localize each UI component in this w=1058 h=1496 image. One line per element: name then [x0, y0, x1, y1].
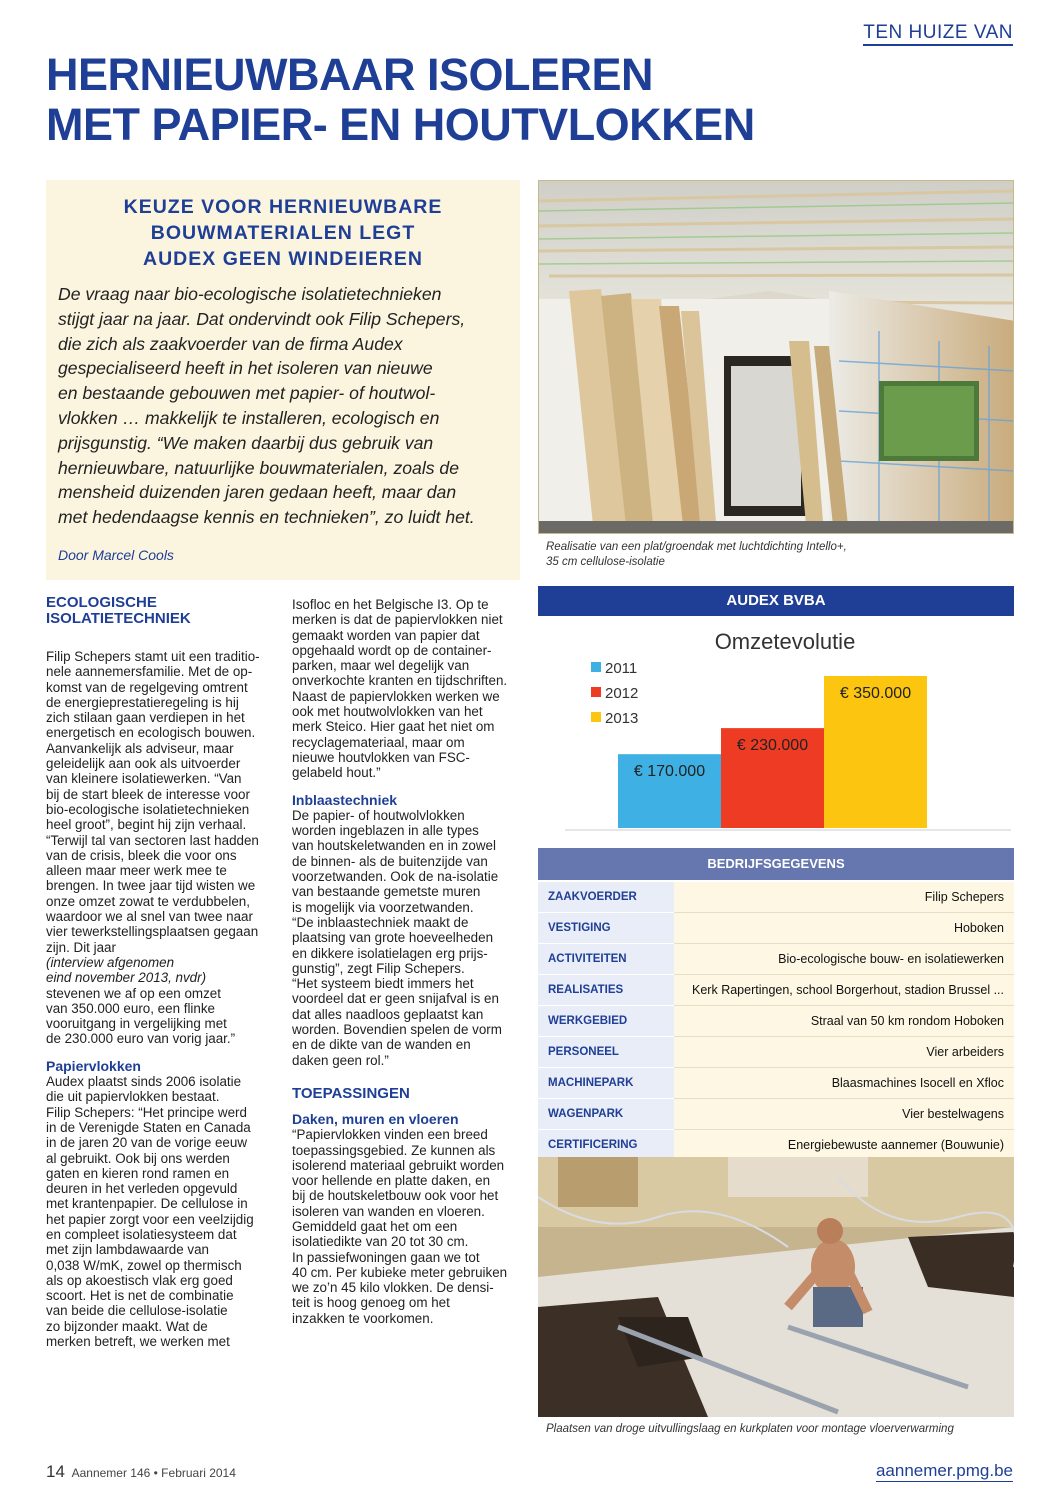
text-line: dat alles naadloos geplaatst kan: [292, 1006, 484, 1022]
byline: Door Marcel Cools: [58, 547, 174, 563]
text-line: plaatsing van grote hoeveelheden: [292, 930, 494, 946]
subheading: Daken, muren en vloeren: [292, 1110, 459, 1127]
text-line: de 230.000 euro van vorig jaar.”: [46, 1031, 236, 1047]
text-line: merken is dat de papiervlokken niet: [292, 612, 503, 628]
paragraph-italic-note: [46, 955, 274, 986]
paragraph: [292, 597, 520, 781]
text-line: ook met houtwolvlokken van het: [292, 704, 483, 720]
kicker-line: AUDEX GEEN WINDEIEREN: [143, 248, 423, 270]
text-line: die uit papiervlokken bestaat.: [46, 1089, 220, 1105]
text-line: (interview afgenomen: [46, 954, 175, 970]
company-header: AUDEX BVBA: [538, 586, 1014, 616]
row-key: ZAAKVOERDER: [538, 882, 674, 913]
text-line: merken betreft, we werken met: [46, 1334, 230, 1350]
chart-legend: [591, 660, 638, 727]
text-line: al gebruikt. Ook bij ons werden: [46, 1150, 230, 1166]
text-line: met krantenpapier. De cellulose in: [46, 1196, 248, 1212]
subheading: Papiervlokken: [46, 1057, 141, 1074]
table-row: [538, 944, 1014, 975]
table-row: [538, 1099, 1014, 1130]
text-line: en dikkere isolatielagen erg prijs-: [292, 945, 488, 961]
text-line: toepassingsgebied. Ze kunnen als: [292, 1142, 496, 1158]
text-line: merk Steico. Hier gaat het niet om: [292, 719, 495, 735]
text-line: In passiefwoningen gaan we tot: [292, 1249, 480, 1265]
construction-photo: [538, 180, 1014, 534]
text-line: daken geen rol.”: [292, 1052, 389, 1068]
chart-title: Omzetevolutie: [714, 629, 856, 654]
text-line: in de jaren 20 van de vorige eeuw: [46, 1135, 247, 1151]
row-value: Vier bestelwagens: [674, 1099, 1014, 1130]
text-line: “Het systeem biedt immers het: [292, 976, 474, 992]
headline-line: MET PAPIER- EN HOUTVLOKKEN: [46, 99, 755, 150]
text-line: vier tewerkstellingsplaatsen gegaan: [46, 924, 259, 940]
row-value: Energiebewuste aannemer (Bouwunie): [674, 1130, 1014, 1161]
text-line: zijn. Dit jaar: [46, 939, 116, 955]
text-line: gemaakt worden van papier dat: [292, 627, 480, 643]
caption-line: 35 cm cellulose-isolatie: [546, 556, 665, 568]
text-line: komst van de regelgeving omtrent: [46, 679, 248, 695]
lead-line: mensheid duizenden jaren gedaan heeft, maar dan: [58, 482, 457, 503]
article-column-2: [292, 597, 520, 1326]
footer-left: [46, 1462, 236, 1482]
company-data-table: [538, 882, 1014, 1161]
headline: [46, 50, 866, 150]
text-line: in de Verenigde Staten en Canada: [46, 1119, 251, 1135]
text-line: recyclagemateriaal, maar om: [292, 734, 465, 750]
text-line: van beide die cellulose-isolatie: [46, 1303, 228, 1319]
bar-data-label: € 170.000: [633, 763, 706, 781]
text-line: brengen. In twee jaar tijd wisten we: [46, 878, 256, 894]
text-line: nieuwe houtvlokken van FSC-: [292, 749, 470, 765]
row-key: ACTIVITEITEN: [538, 944, 674, 975]
text-line: alleen maar meer werk mee te: [46, 863, 227, 879]
article-column-1: [46, 595, 274, 1349]
text-line: Aanvankelijk als adviseur, maar: [46, 740, 234, 756]
text-line: van de crisis, bleek die voor ons: [46, 847, 237, 863]
row-key: CERTIFICERING: [538, 1130, 674, 1161]
table-row: [538, 1037, 1014, 1068]
text-line: worden ingeblazen in alle types: [292, 823, 479, 839]
row-key: WAGENPARK: [538, 1099, 674, 1130]
text-line: parken, maar wel degelijk van: [292, 658, 470, 674]
text-line: isolerend materiaal gebruikt worden: [292, 1157, 505, 1173]
text-line: Isofloc en het Belgische I3. Op te: [292, 597, 489, 612]
legend-swatch: [591, 687, 601, 697]
row-key: REALISATIES: [538, 975, 674, 1006]
company-data-header: BEDRIJFSGEGEVENS: [538, 848, 1014, 880]
paragraph: [46, 1074, 274, 1349]
row-value: Kerk Rapertingen, school Borgerhout, stadion Brussel ...: [674, 975, 1014, 1006]
text-line: Gemiddeld gaat het om een: [292, 1218, 458, 1234]
table-row: [538, 1068, 1014, 1099]
text-line: “De inblaastechniek maakt de: [292, 914, 469, 930]
text-line: 0,038 W/mK, zowel op thermisch: [46, 1257, 242, 1273]
text-line: geleidelijk aan ook als uitvoerder: [46, 756, 241, 772]
text-line: we zo’n 45 kilo vlokken. De densi-: [292, 1280, 494, 1296]
section-heading: [46, 595, 274, 627]
section-heading-line: ECOLOGISCHE: [46, 594, 157, 611]
text-line: stevenen we af op een omzet: [46, 985, 221, 1001]
text-line: voor hellende en platte daken, en: [292, 1173, 491, 1189]
text-line: de energieprestatieregeling is hij: [46, 694, 239, 710]
section-tag: TEN HUIZE VAN: [863, 22, 1013, 46]
bar-data-label: € 350.000: [839, 685, 912, 702]
text-line: isolatiedikte van 20 tot 30 cm.: [292, 1234, 469, 1250]
revenue-chart: [538, 617, 1014, 845]
chart-bars: [618, 676, 927, 828]
intro-kicker: [46, 194, 520, 272]
text-line: opgehaald wordt op de container-: [292, 642, 492, 658]
text-line: Audex plaatst sinds 2006 isolatie: [46, 1074, 242, 1090]
row-value: Bio-ecologische bouw- en isolatiewerken: [674, 944, 1014, 975]
text-line: gaten en kieren rond ramen en: [46, 1165, 230, 1181]
text-line: waardoor we al snel van twee naar: [46, 909, 253, 925]
table-row: [538, 1130, 1014, 1161]
caption-line: Realisatie van een plat/groendak met luchtdichting Intello+,: [546, 541, 847, 553]
text-line: van 350.000 euro, een flinke: [46, 1000, 215, 1016]
lead-line: die zich als zaakvoerder van de firma Audex: [58, 333, 403, 354]
row-value: Vier arbeiders: [674, 1037, 1014, 1068]
chart-canvas: [538, 617, 1014, 845]
text-line: “Papiervlokken vinden een breed: [292, 1127, 488, 1143]
text-line: scoort. Het is net de combinatie: [46, 1288, 234, 1304]
text-line: het papier zorgt voor een veelzijdig: [46, 1211, 254, 1227]
row-value: Straal van 50 km rondom Hoboken: [674, 1006, 1014, 1037]
text-line: heel groot”, begint hij zijn verhaal.: [46, 817, 247, 833]
legend-swatch: [591, 712, 601, 722]
text-line: als op akoestisch vlak erg goed: [46, 1272, 233, 1288]
row-key: VESTIGING: [538, 913, 674, 944]
section-heading-line: ISOLATIETECHNIEK: [46, 610, 191, 627]
floor-photo: [538, 1157, 1014, 1417]
page-number: 14: [46, 1462, 65, 1481]
text-line: met zijn lambdawaarde van: [46, 1242, 210, 1258]
row-value: Filip Schepers: [674, 882, 1014, 913]
lead-line: De vraag naar bio-ecologische isolatietechnieken: [58, 284, 442, 304]
lead-line: hernieuwbare, natuurlijke bouwmaterialen, zoals de: [58, 457, 459, 478]
text-line: van houtskeletwanden en in zowel: [292, 838, 496, 854]
paragraph: [46, 649, 274, 955]
row-key: MACHINEPARK: [538, 1068, 674, 1099]
text-line: bio-ecologische isolatietechnieken: [46, 801, 250, 817]
row-value: Hoboken: [674, 913, 1014, 944]
text-line: isoleren van wanden en vloeren.: [292, 1203, 485, 1219]
lead-line: prijsgunstig. “We maken daarbij dus gebruik van: [58, 432, 434, 453]
text-line: zo bijzonder maakt. Wat de: [46, 1318, 208, 1334]
text-line: Filip Schepers stamt uit een traditio-: [46, 649, 260, 664]
intro-lead: [58, 282, 514, 530]
table-row: [538, 882, 1014, 913]
legend-label: 2011: [605, 660, 638, 677]
kicker-line: KEUZE VOOR HERNIEUWBARE: [123, 196, 443, 218]
text-line: is mogelijk via voorzetwanden.: [292, 899, 474, 915]
text-line: De papier- of houtwolvlokken: [292, 807, 465, 823]
row-value: Blaasmachines Isocell en Xfloc: [674, 1068, 1014, 1099]
text-line: en de dikte van de wanden en: [292, 1037, 471, 1053]
lead-line: stijgt jaar na jaar. Dat ondervindt ook Filip Schepers,: [58, 308, 466, 329]
text-line: “Terwijl tal van sectoren last hadden: [46, 832, 259, 848]
text-line: de binnen- als de buitenzijde van: [292, 853, 488, 869]
lead-line: gespecialiseerd heeft in het isoleren van nieuwe: [58, 358, 433, 379]
photo-caption: Plaatsen van droge uitvullingslaag en kurkplaten voor montage vloerverwarming: [546, 1423, 954, 1435]
text-line: voordeel dat er geen snijafval is en: [292, 991, 499, 1007]
table-row: [538, 1006, 1014, 1037]
legend-label: 2013: [605, 710, 639, 727]
text-line: bij de start bleek de interesse voor: [46, 786, 250, 802]
text-line: Filip Schepers: “Het principe werd: [46, 1104, 247, 1120]
text-line: gelabeld hout.”: [292, 765, 381, 781]
paragraph: [46, 986, 274, 1047]
footer-url[interactable]: aannemer.pmg.be: [875, 1461, 1013, 1480]
text-line: Naast de papiervlokken werken we: [292, 688, 500, 704]
text-line: voorzetwanden. Ook de na-isolatie: [292, 869, 499, 885]
text-line: gunstig”, zegt Filip Schepers.: [292, 960, 465, 976]
headline-line: HERNIEUWBAAR ISOLEREN: [46, 49, 654, 100]
text-line: vooruitgang in vergelijking met: [46, 1016, 227, 1032]
text-line: deuren in het verleden opgevuld: [46, 1181, 238, 1197]
table-row: [538, 913, 1014, 944]
text-line: zich stilaan gaan verdiepen in het: [46, 710, 245, 726]
text-line: onverkochte kranten en tijdschriften.: [292, 673, 508, 689]
text-line: worden. Bovendien spelen de vorm: [292, 1022, 502, 1038]
lead-line: vlokken … makkelijk te installeren, ecologisch en: [58, 407, 440, 428]
text-line: onze omzet zowat te verdubbelen,: [46, 893, 250, 909]
photo-caption: [546, 540, 1006, 570]
legend-label: 2012: [605, 685, 639, 702]
lead-line: en bestaande gebouwen met papier- of houtwol-: [58, 383, 436, 404]
legend-swatch: [591, 662, 601, 672]
subheading: Inblaastechniek: [292, 791, 398, 808]
text-line: energetisch en ecologisch bouwen.: [46, 725, 256, 741]
lead-line: met hedendaagse kennis en technieken”, zo luidt het.: [58, 507, 475, 528]
kicker-line: BOUWMATERIALEN LEGT: [150, 222, 416, 244]
text-line: van kleinere isolatiewerken. “Van: [46, 771, 242, 787]
table-row: [538, 975, 1014, 1006]
bar-data-label: € 230.000: [736, 737, 809, 755]
text-line: en compleet isolatiesysteem dat: [46, 1226, 237, 1242]
text-line: nele aannemersfamilie. Met de op-: [46, 664, 253, 680]
text-line: bij de houtskeletbouw ook voor het: [292, 1188, 499, 1204]
row-key: WERKGEBIED: [538, 1006, 674, 1037]
section-heading: TOEPASSINGEN: [292, 1084, 410, 1102]
text-line: teit is hoog genoeg om het: [292, 1295, 450, 1311]
text-line: van bestaande gemetste muren: [292, 884, 481, 900]
attic-photo-illustration: [539, 181, 1014, 534]
row-key: PERSONEEL: [538, 1037, 674, 1068]
paragraph: [292, 1127, 520, 1326]
text-line: 40 cm. Per kubieke meter gebruiken: [292, 1264, 508, 1280]
paragraph: [292, 808, 520, 1068]
text-line: inzakken te voorkomen.: [292, 1310, 434, 1326]
intro-box: [46, 180, 520, 580]
issue-info: Aannemer 146 • Februari 2014: [71, 1466, 236, 1480]
text-line: eind november 2013, nvdr): [46, 970, 207, 986]
floor-photo-illustration: [538, 1157, 1014, 1417]
